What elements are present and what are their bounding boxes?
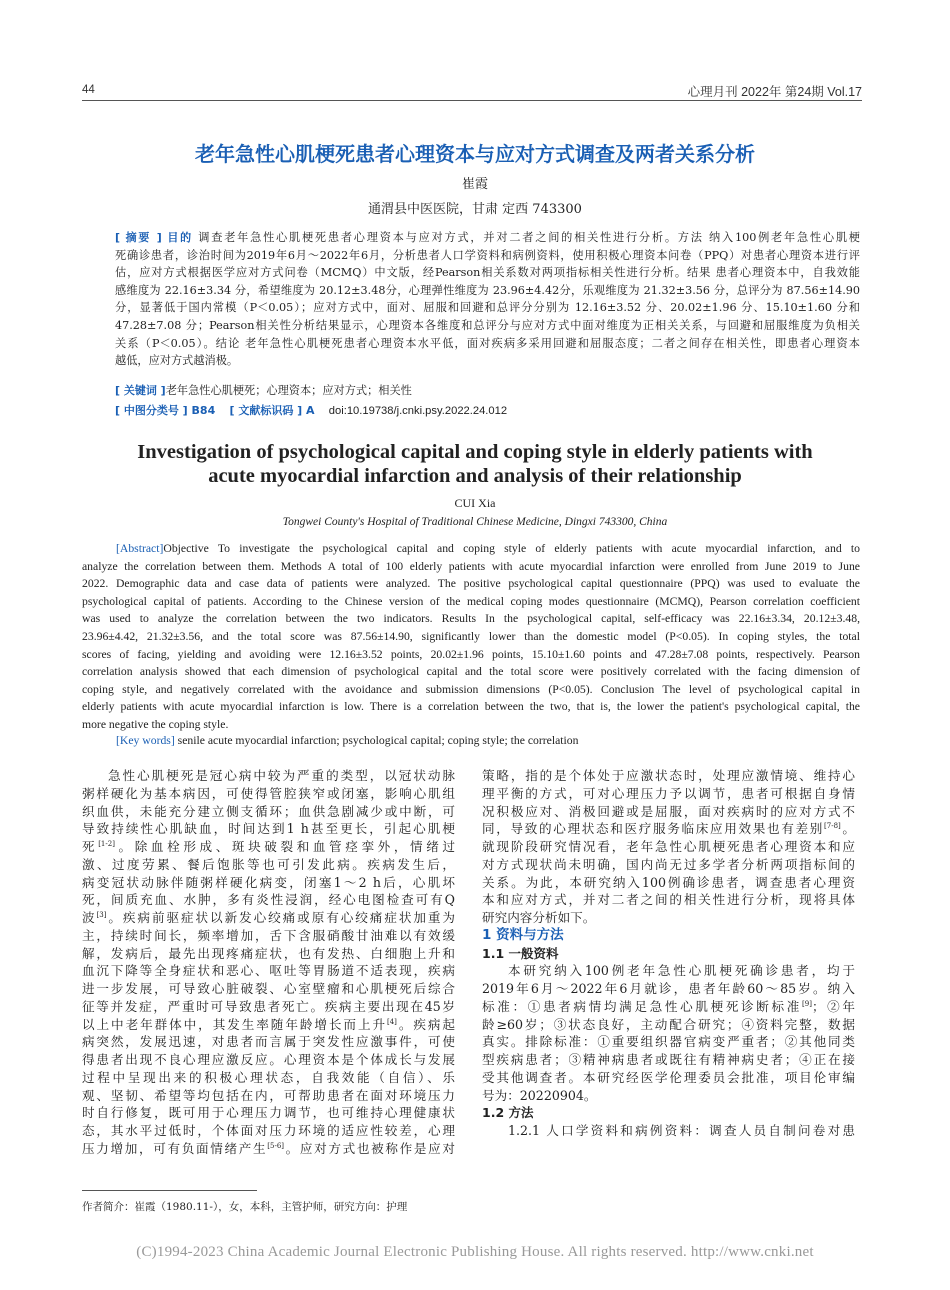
body-line: 理平衡的方式，可对心理压力予以调节，患者可根据自身情 [482,785,855,801]
citation-ref: [9] [802,999,812,1008]
body-line: 观、坚韧、希望等均包括在内，可帮助患者在面对环境压力 [82,1087,455,1103]
abstract-cn-line: 47.28±7.08 分；Pearson相关性分析结果显示，心理资本各维度和总评分与应对方式中面对维度为正相关关系，与回避和屈服维度为负相关 [115,318,860,332]
body-line: 激、过度劳累、餐后饱胀等也可引发此病。疾病发生后， [82,856,455,872]
abstract-en [82,540,860,734]
title-en [0,440,950,488]
body-line: 2019年6月～2022年6月就诊，患者年龄60～85岁。纳入 [482,981,855,996]
body-line: 死[1-2]。除血栓形成、斑块破裂和血管痉挛外，情绪过 [82,839,455,854]
abstract-en-line: scores of facing, yielding and avoiding were 12.16±3.52 points, 20.02±1.96 points, 15.10±1.60 points and 47.28±7.08 points, respectively. Pearson [82,647,860,661]
keywords-en [116,734,578,747]
body-line: 1.2.1 人口学资料和病例资料：调查人员自制问卷对患 [508,1123,855,1138]
citation-ref: [1-2] [98,840,115,848]
body-line: 号为：20220904。 [482,1087,597,1103]
journal-info: 心理月刊 2022年 第24期 Vol.17 [687,85,862,99]
title-en-line: Investigation of psychological capital and coping style in elderly patients with [137,441,813,463]
copyright-notice: (C)1994-2023 China Academic Journal Electronic Publishing House. All rights reserved. http://www.cnki.net [136,1244,814,1260]
body-line: 就现阶段研究情况看，老年急性心肌梗死患者心理资本和应 [482,839,855,854]
keywords-cn [115,382,412,398]
body-line: 病变冠状动脉伴随粥样硬化病变，闭塞1～2 h后，心肌坏 [82,874,455,890]
abstract-en-line: 2022. Demographic data and case data of patients were analyzed. The positive psychological capital questionnaire (PPQ) was used to evaluate the [82,577,860,591]
body-column-left [82,767,455,1158]
body-line: 研究内容分析如下。 [482,910,596,925]
doc-code-label: [ 文献标识码 ] A [229,404,315,417]
body-line: 压力增加，可有负面情绪产生[5-6]。应对方式也被称作是应对 [82,1140,455,1156]
abstract-en-line: 23.96±4.42, 21.32±3.56, and the total score was 87.56±14.90, significantly lower than the domestic model (P<0.05). In coping styles, the total [82,629,860,643]
body-line: 况积极应对、消极回避或是屈服，面对疾病时的应对方式不 [482,803,855,819]
abstract-en-line: analyze the correlation between them. Methods A total of 100 elderly patients with acute myocardial infarction were enrolled from June 2019 to June [82,559,860,573]
body-line: 粥样硬化为基本病因，可使得管腔狭窄或闭塞，影响心肌组 [82,785,455,801]
body-line: 主，持续时间长，频率增加，舌下含服硝酸甘油难以有效缓 [82,927,455,943]
body-line: 织血供，未能充分建立侧支循环；血供急剧减少或中断，可 [82,803,455,819]
body-line: 血沉下降等全身症状和恶心、呕吐等胃肠道不适表现，疾病 [82,963,455,979]
body-line: 本和应对方式，并对二者之间的相关性进行分析，现将具体 [482,892,855,908]
abstract-en-line: more negative the coping style. [82,717,229,731]
body-line: 态，其水平过低时，个体面对压力环境的适应性较差，心理 [82,1123,455,1138]
citation-ref: [3] [96,911,107,919]
subsection-heading: 1.1 一般资料 [482,945,559,961]
keywords-en-label: [Key words] [116,734,175,747]
body-line: 真实。排除标准：①重要组织器官病变严重者；②其他同类 [482,1034,855,1050]
body-line: 龄≥60岁；③状态良好，主动配合研究；④资料完整，数据 [482,1016,855,1032]
keywords-cn-text: 老年急性心肌梗死；心理资本；应对方式；相关性 [165,384,412,397]
body-line: 征等并发症，严重时可导致患者死亡。疾病主要出现在45岁 [82,998,455,1014]
author-cn: 崔霞 [461,177,488,192]
abstract-cn-line: 死确诊患者，诊治时间为2019年6月～2022年6月，分析患者人口学资料和病例资料，使用积极心理资本问卷（PPQ）对患者心理资本进行评 [115,248,860,262]
body-line: 时自行修复，既可用于心理压力调节，也可维持心理健康状 [82,1105,455,1121]
abstract-en-line: psychological capital of patients. According to the Chinese version of the medical coping modes questionnaire (MCMQ), Pearson correlation coefficient [82,594,860,608]
body-line: 对方式现状尚未明确，国内尚无过多学者分析两项指标间的 [482,856,855,872]
doi-text: doi:10.19738/j.cnki.psy.2022.24.012 [328,405,508,417]
abstract-en-line: Objective To investigate the psychological capital and coping style of elderly patients with acute myocardial infarction, and to [163,542,860,555]
citation-ref: [4] [387,1017,397,1026]
body-line: 型疾病患者；③精神病患者或既往有精神病史者；④正在接 [482,1052,855,1067]
footnote-rule [82,1190,257,1191]
body-line: 解，发病后，最先出现疼痛症状，也有发热、白细胞上升和 [82,945,455,961]
abstract-cn [115,229,860,370]
abstract-cn-line: 越低，应对方式越消极。 [115,354,239,368]
clc-label: [ 中图分类号 ] B84 [115,404,216,417]
abstract-cn-label: [ 摘要 ] 目的 [115,231,193,244]
body-line: 进一步发展，可导致心脏破裂、心室壁瘤和心肌梗死后综合 [82,981,455,996]
header-rule [82,100,862,101]
abstract-cn-line: 估，应对方式根据医学应对方式问卷（MCMQ）中文版，经Pearson相关系数对两项指标相关性进行分析。结果 患者心理资本中，自我效能 [115,266,860,280]
body-line: 病突然，发展迅速，对患者而言属于突发性应激事件，可使 [82,1034,455,1050]
body-line: 同，导致的心理状态和医疗服务临床应用效果也有差别[7-8]。 [482,821,855,837]
body-line: 标准：①患者病情均满足急性心肌梗死诊断标准[9]；②年 [482,998,855,1014]
body-line: 急性心肌梗死是冠心病中较为严重的类型，以冠状动脉 [108,768,455,783]
body-line: 关系。为此，本研究纳入100例确诊患者，调查患者心理资 [482,874,855,890]
body-line: 得患者出现不良心理应激反应。心理资本是个体成长与发展 [82,1052,455,1067]
title-en-line: acute myocardial infarction and analysis of their relationship [208,465,742,487]
body-line: 受其他调查者。本研究经医学伦理委员会批准，项目伦审编 [482,1069,855,1085]
abstract-en-line: was used to analyze the correlation between the two indicators. Results In the psychological capital, self-efficacy was 22.16±3.34, 20.12±3.48, [82,612,860,626]
body-column-right [482,767,855,1140]
abstract-cn-line: 感维度为 22.16±3.34 分，希望维度为 20.12±3.48分，心理弹性维度为 23.96±4.42分，乐观维度为 21.32±3.56 分，总评分为 87.56±14.90 [115,283,860,297]
section-heading: 1 资料与方法 [482,926,564,943]
citation-ref: [5-6] [267,1141,284,1150]
page-number: 44 [82,84,95,96]
author-en: CUI Xia [454,496,496,510]
abstract-en-line: elderly patients with acute myocardial infarction is low. There is a correlation between the two, that is, the lower the patient's psychological capital, the [82,700,860,714]
citation-ref: [7-8] [824,822,841,831]
author-footnote: 作者简介：崔霞（1980.11-），女，本科，主管护师，研究方向：护理 [82,1201,408,1213]
abstract-cn-line: 关系（P＜0.05）。结论 老年急性心肌梗死患者心理资本水平低，面对疾病多采用回避和屈服态度；二者之间存在相关性，即患者心理资本 [115,336,860,350]
body-line: 以上中老年群体中，其发生率随年龄增长而上升[4]。疾病起 [82,1016,455,1032]
affiliation-en: Tongwei County's Hospital of Traditional Chinese Medicine, Dingxi 743300, China [282,516,668,528]
body-line: 本研究纳入100例老年急性心肌梗死确诊患者，均于 [508,963,855,979]
abstract-cn-line: 分，显著低于国内常模（P＜0.05）；应对方式中，面对、屈服和回避和总评分分别为 12.16±3.52 分、20.02±1.96 分、15.10±1.60 分和 [115,301,860,315]
body-line: 过程中呈现出来的积极心理状态，自我效能（自信）、乐 [82,1069,455,1085]
body-line: 策略，指的是个体处于应激状态时，处理应激情境、维持心 [482,768,855,783]
body-line: 导致持续性心肌缺血，时间达到1 h甚至更长，引起心肌梗 [82,821,455,837]
keywords-en-text: senile acute myocardial infarction; psychological capital; coping style; the correlation [174,734,579,747]
keywords-cn-label: [ 关键词 ] [115,384,166,397]
body-line: 波[3]。疾病前驱症状以新发心绞痛或原有心绞痛症状加重为 [82,910,455,925]
abstract-en-line: correlation analysis showed that each dimension of psychological capital and the total score were positively correlated with the facing dimension of [82,665,860,679]
body-line: 死，间质充血、水肿，多有炎性浸润，经心电图检查可有Q [82,892,455,908]
abstract-cn-line: 调查老年急性心肌梗死患者心理资本与应对方式，并对二者之间的相关性进行分析。方法 纳入100例老年急性心肌梗 [192,231,860,244]
subsection-heading: 1.2 方法 [482,1105,534,1121]
affiliation-cn: 通渭县中医医院，甘肃 定西 743300 [368,202,582,217]
title-cn: 老年急性心肌梗死患者心理资本与应对方式调查及两者关系分析 [195,142,755,166]
abstract-en-line: coping style, and negatively correlated with the avoidance and submission dimensions (P<0.05). Conclusion The level of psychological capital in [82,682,860,696]
abstract-en-label: [Abstract] [116,542,164,555]
classification-line [115,402,507,418]
